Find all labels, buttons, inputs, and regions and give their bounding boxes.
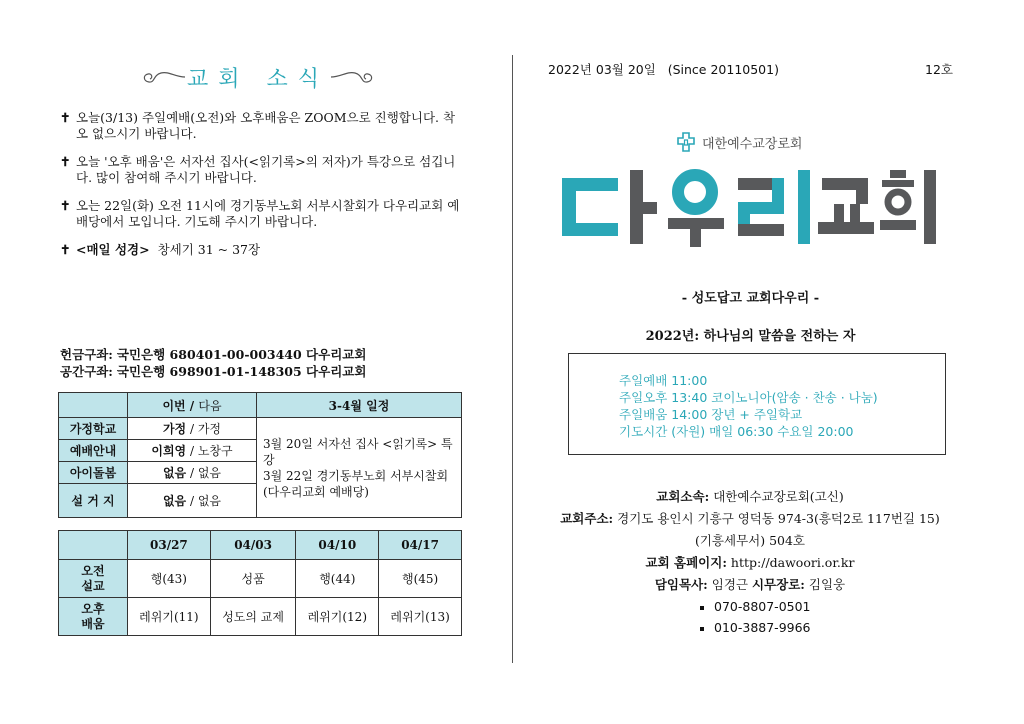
cross-icon: ✝	[60, 198, 71, 213]
table-row: 오후 배움 레위기(11) 성도의 교제 레위기(12) 레위기(13)	[59, 598, 462, 636]
news-item-daily-bible	[60, 242, 460, 258]
schedule-cell: 3월 20일 서자선 집사 <읽기록> 특강 3월 22일 경기동부노회 서부시찰회(다우리교회 예배당)	[257, 418, 462, 518]
church-logo	[560, 168, 940, 250]
bullet-icon	[700, 627, 704, 631]
address-line-2: (기흥세무서) 504호	[694, 533, 806, 548]
sermon-table	[58, 530, 462, 636]
issue-date: 2022년 03월 20일	[548, 62, 656, 77]
homepage-link[interactable]: http://dawoori.or.kr	[730, 555, 855, 570]
address-line: 교회주소: 경기도 용인시 기흥구 영덕동 974-3(흥덕2로 117번길 15)	[560, 511, 940, 526]
phone-item: 010-3887-9966	[700, 617, 811, 638]
service-line: 주일예배 11:00	[619, 373, 708, 388]
news-section-title	[128, 60, 388, 94]
service-line: 기도시간 (자원) 매일 06:30 수요일 20:00	[619, 424, 854, 439]
church-info	[520, 486, 980, 596]
section-title-text: 교회 소식	[186, 66, 329, 92]
news-item: ✝ 오늘 '오후 배움'은 서자선 집사(<읽기록>의 저자)가 특강으로 섬깁니다. 많이 참여해 주시기 바랍니다.	[60, 154, 456, 185]
service-line: 주일오후 13:40 코이노니아(암송 · 찬송 · 나눔)	[619, 390, 878, 405]
church-cross-icon	[676, 132, 696, 152]
phone-list	[700, 596, 811, 638]
cross-icon: ✝	[60, 154, 71, 169]
table-row: 아이돌봄 없음 / 없음	[59, 462, 462, 484]
service-line: 주일배움 14:00 장년 + 주일학교	[619, 407, 803, 422]
phone-item: 070-8807-0501	[700, 596, 811, 617]
cross-icon: ✝	[60, 110, 71, 125]
sermon-table-header: 03/27 04/03 04/10 04/17	[59, 531, 462, 560]
bullet-icon	[700, 606, 704, 610]
left-flourish-icon	[139, 67, 187, 87]
news-list	[60, 110, 460, 270]
cross-icon: ✝	[60, 242, 71, 257]
page-divider	[512, 55, 513, 663]
year-theme: 2022년: 하나님의 말씀을 전하는 자	[645, 329, 856, 344]
bank-accounts	[60, 346, 480, 380]
table-row: 설 거 지 없음 / 없음	[59, 484, 462, 518]
church-motto: - 성도답고 교회다우리 -	[681, 291, 820, 306]
daily-bible-label: <매일 성경>	[76, 242, 150, 257]
daily-bible-range: 창세기 31 ~ 37장	[157, 242, 261, 257]
news-item: ✝ 오는 22일(화) 오전 11시에 경기동부노회 서부시찰회가 다우리교회 예배당에서 모입니다. 기도해 주시기 바랍니다.	[60, 198, 460, 229]
table-row: 가정학교 가정 / 가정 3월 20일 서자선 집사 <읽기록> 특강 3월 22일 경기동부노회 서부시찰회(다우리교회 예배당)	[59, 418, 462, 440]
table-row: 예배안내 이희영 / 노창구	[59, 440, 462, 462]
offering-account: 헌금구좌: 국민은행 680401-00-003440 다우리교회	[60, 347, 367, 362]
service-times-box	[568, 353, 946, 455]
homepage-line: 교회 홈페이지: http://dawoori.or.kr	[645, 555, 855, 570]
news-item: ✝ 오늘(3/13) 주일예배(오전)와 오후배움은 ZOOM으로 진행합니다. 착오 없으시기 바랍니다.	[60, 110, 456, 141]
affiliation-line: 교회소속: 대한예수교장로회(고신)	[656, 489, 844, 504]
space-account: 공간구좌: 국민은행 698901-01-148305 다우리교회	[60, 364, 367, 379]
right-flourish-icon	[329, 67, 377, 87]
pastor-line: 담임목사: 임경근 시무장로: 김일웅	[654, 577, 846, 592]
church-logo-wordmark	[560, 168, 940, 250]
table-row: 오전 설교 행(43) 성품 행(44) 행(45)	[59, 560, 462, 598]
duty-table	[58, 392, 462, 518]
issue-number: 12호	[925, 62, 953, 77]
denomination-label: 대한예수교장로회	[676, 132, 802, 152]
issue-dateline	[548, 60, 953, 78]
duty-table-header: 이번 / 다음 3-4월 일정	[59, 393, 462, 418]
since-date: (Since 20110501)	[667, 62, 779, 77]
